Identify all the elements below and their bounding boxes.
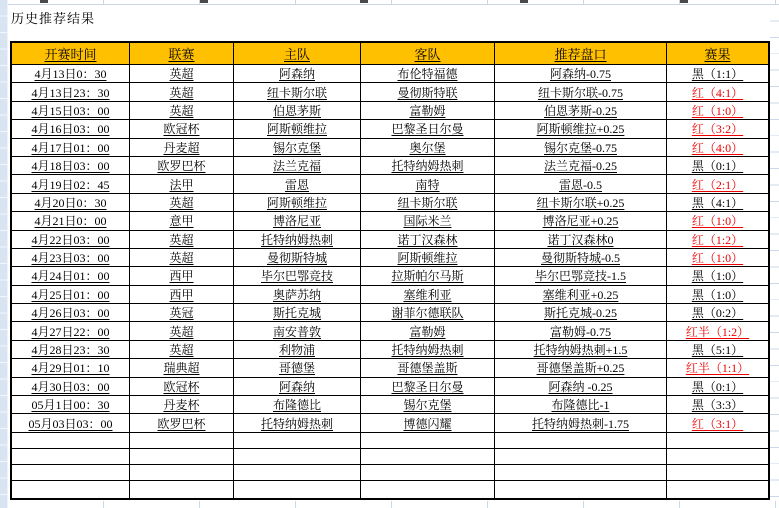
cell-time[interactable]: 4月15日03：00 xyxy=(12,102,130,119)
cell-away[interactable]: 曼彻斯特联 xyxy=(361,83,495,100)
empty-cell[interactable] xyxy=(361,465,495,480)
cell-away[interactable]: 布伦特福德 xyxy=(361,65,495,82)
empty-cell[interactable] xyxy=(234,449,361,464)
cell-time[interactable]: 4月23日03：00 xyxy=(12,249,130,266)
table-row xyxy=(12,341,768,359)
empty-cell[interactable] xyxy=(12,433,130,448)
table-row xyxy=(12,65,768,83)
cell-handicap[interactable]: 斯托克城-0.25 xyxy=(495,304,667,321)
empty-cell[interactable] xyxy=(361,481,495,497)
cell-handicap[interactable]: 雷恩-0.5 xyxy=(495,175,667,192)
cell-home[interactable]: 哥德堡 xyxy=(234,359,361,376)
cell-time[interactable]: 4月18日03：00 xyxy=(12,157,130,174)
empty-cell[interactable] xyxy=(361,449,495,464)
cell-time[interactable]: 4月17日01：00 xyxy=(12,139,130,156)
cell-time[interactable]: 4月29日01：10 xyxy=(12,359,130,376)
header-away[interactable]: 客队 xyxy=(361,43,495,64)
cell-time[interactable]: 05月1日00：30 xyxy=(12,396,130,413)
cell-result[interactable]: 红（3:2） xyxy=(691,122,744,137)
cell-away[interactable]: 诺丁汉森林 xyxy=(361,231,495,248)
clipped-text-artifact xyxy=(520,0,528,3)
cell-handicap[interactable]: 锡尔克堡-0.75 xyxy=(495,139,667,156)
table-row xyxy=(12,231,768,249)
cell-league[interactable]: 英超 xyxy=(130,231,234,248)
cell-league[interactable]: 英超 xyxy=(130,65,234,82)
cell-league[interactable]: 英超 xyxy=(130,83,234,100)
empty-cell[interactable] xyxy=(130,481,234,497)
cell-result[interactable]: 红（1:0） xyxy=(691,214,744,229)
cell-handicap[interactable]: 毕尔巴鄂竞技-1.5 xyxy=(495,267,667,284)
cell-home[interactable]: 伯恩茅斯 xyxy=(234,102,361,119)
clipped-text-artifact xyxy=(40,0,48,3)
header-time[interactable]: 开赛时间 xyxy=(12,43,130,64)
cell-time[interactable]: 4月20日0：30 xyxy=(12,194,130,211)
cell-home[interactable]: 斯托克城 xyxy=(234,304,361,321)
cell-away[interactable]: 奥尔堡 xyxy=(361,139,495,156)
empty-cell[interactable] xyxy=(495,465,667,480)
table-row xyxy=(12,304,768,322)
clipped-text-artifact xyxy=(200,0,208,3)
cell-handicap[interactable]: 阿斯顿维拉+0.25 xyxy=(495,120,667,137)
cell-home[interactable]: 博洛尼亚 xyxy=(234,212,361,229)
cell-league[interactable]: 丹麦杯 xyxy=(130,396,234,413)
cell-league[interactable]: 欧罗巴杯 xyxy=(130,414,234,431)
cell-time[interactable]: 4月13日23：30 xyxy=(12,83,130,100)
cell-home[interactable]: 阿森纳 xyxy=(234,378,361,395)
empty-cell[interactable] xyxy=(130,465,234,480)
empty-cell[interactable] xyxy=(234,465,361,480)
adjacent-column-sliver xyxy=(0,0,8,508)
cell-result[interactable]: 红（1:0） xyxy=(691,251,744,266)
empty-cell[interactable] xyxy=(667,465,768,480)
cell-league[interactable]: 英超 xyxy=(130,341,234,358)
cell-league[interactable]: 西甲 xyxy=(130,286,234,303)
cell-result[interactable]: 红（3:1） xyxy=(691,416,744,431)
cell-home[interactable]: 利物浦 xyxy=(234,341,361,358)
cell-handicap[interactable]: 诺丁汉森林0 xyxy=(495,231,667,248)
cell-away[interactable]: 南特 xyxy=(361,175,495,192)
table-row xyxy=(12,139,768,157)
empty-cell[interactable] xyxy=(361,433,495,448)
cell-away[interactable]: 拉斯帕尔马斯 xyxy=(361,267,495,284)
cell-handicap[interactable]: 阿森纳 -0.25 xyxy=(495,378,667,395)
cell-home[interactable]: 纽卡斯尔联 xyxy=(234,83,361,100)
cell-handicap[interactable]: 纽卡斯尔联-0.75 xyxy=(495,83,667,100)
table-row xyxy=(12,249,768,267)
empty-cell[interactable] xyxy=(495,481,667,497)
cell-result[interactable]: 红（2:1） xyxy=(691,177,744,192)
cell-home[interactable]: 托特纳姆热刺 xyxy=(234,231,361,248)
results-table xyxy=(10,41,770,500)
cell-home[interactable]: 锡尔克堡 xyxy=(234,139,361,156)
table-row xyxy=(12,378,768,396)
cell-home[interactable]: 托特纳姆热刺 xyxy=(234,414,361,431)
table-row xyxy=(12,267,768,285)
cell-time[interactable]: 4月26日03：00 xyxy=(12,304,130,321)
table-row xyxy=(12,194,768,212)
cell-time[interactable]: 4月19日02：45 xyxy=(12,175,130,192)
cell-result[interactable]: 黑（5:1） xyxy=(691,343,744,358)
cell-result[interactable]: 红（1:0） xyxy=(691,103,744,118)
cell-league[interactable]: 英冠 xyxy=(130,304,234,321)
cell-home[interactable]: 布隆德比 xyxy=(234,396,361,413)
clipped-text-artifact xyxy=(680,0,688,3)
empty-cell[interactable] xyxy=(667,433,768,448)
table-row xyxy=(12,414,768,432)
table-body xyxy=(12,65,768,498)
cell-league[interactable]: 欧冠杯 xyxy=(130,120,234,137)
cell-away[interactable]: 富勒姆 xyxy=(361,322,495,339)
cell-handicap[interactable]: 伯恩茅斯-0.25 xyxy=(495,102,667,119)
cell-result[interactable]: 黑（0:2） xyxy=(691,306,744,321)
empty-table-row xyxy=(12,449,768,465)
cell-time[interactable]: 4月27日22：00 xyxy=(12,322,130,339)
cell-away[interactable]: 锡尔克堡 xyxy=(361,396,495,413)
header-handicap[interactable]: 推荐盘口 xyxy=(495,43,667,64)
cell-away[interactable]: 阿斯顿维拉 xyxy=(361,249,495,266)
cell-result[interactable]: 红（4:0） xyxy=(691,140,744,155)
page-title: 历史推荐结果 xyxy=(11,11,96,26)
cell-home[interactable]: 曼彻斯特城 xyxy=(234,249,361,266)
cell-home[interactable]: 雷恩 xyxy=(234,175,361,192)
cell-handicap[interactable]: 纽卡斯尔联+0.25 xyxy=(495,194,667,211)
cell-league[interactable]: 欧罗巴杯 xyxy=(130,157,234,174)
cell-away[interactable]: 巴黎圣日尔曼 xyxy=(361,120,495,137)
empty-cell[interactable] xyxy=(12,481,130,497)
header-result[interactable]: 赛果 xyxy=(704,47,731,62)
header-home[interactable]: 主队 xyxy=(234,43,361,64)
empty-table-row xyxy=(12,481,768,497)
cell-result[interactable]: 黑（4:1） xyxy=(691,195,744,210)
cell-away[interactable]: 富勒姆 xyxy=(361,102,495,119)
empty-cell[interactable] xyxy=(495,433,667,448)
empty-table-row xyxy=(12,433,768,449)
cell-away[interactable]: 博德闪耀 xyxy=(361,414,495,431)
cell-league[interactable]: 西甲 xyxy=(130,267,234,284)
cell-handicap[interactable]: 法兰克福-0.25 xyxy=(495,157,667,174)
cell-handicap[interactable]: 曼彻斯特城-0.5 xyxy=(495,249,667,266)
cell-away[interactable]: 托特纳姆热刺 xyxy=(361,341,495,358)
table-row xyxy=(12,120,768,138)
table-row xyxy=(12,212,768,230)
cell-league[interactable]: 丹麦超 xyxy=(130,139,234,156)
clipped-text-artifact xyxy=(360,0,368,3)
cell-result[interactable]: 红（4:1） xyxy=(691,85,744,100)
cell-handicap[interactable]: 塞维利亚+0.25 xyxy=(495,286,667,303)
cell-away[interactable]: 托特纳姆热刺 xyxy=(361,157,495,174)
cell-time[interactable]: 4月16日03：00 xyxy=(12,120,130,137)
empty-grid-bottom xyxy=(8,501,779,508)
cell-league[interactable]: 英超 xyxy=(130,194,234,211)
cell-result[interactable]: 黑（0:1） xyxy=(691,379,744,394)
table-row xyxy=(12,396,768,414)
cell-handicap[interactable]: 托特纳姆热刺-1.75 xyxy=(495,414,667,431)
table-row xyxy=(12,359,768,377)
cell-result[interactable]: 黑（3:3） xyxy=(691,398,744,413)
cell-home[interactable]: 南安普敦 xyxy=(234,322,361,339)
cell-away[interactable]: 国际米兰 xyxy=(361,212,495,229)
cell-result[interactable]: 黑（0:1） xyxy=(691,159,744,174)
header-league[interactable]: 联赛 xyxy=(130,43,234,64)
cell-away[interactable]: 巴黎圣日尔曼 xyxy=(361,378,495,395)
cell-time[interactable]: 4月13日0：30 xyxy=(12,65,130,82)
cell-result[interactable]: 黑（1:0） xyxy=(691,269,744,284)
cell-league[interactable]: 英超 xyxy=(130,102,234,119)
cell-handicap[interactable]: 托特纳姆热刺+1.5 xyxy=(495,341,667,358)
cell-handicap[interactable]: 富勒姆-0.75 xyxy=(495,322,667,339)
cell-league[interactable]: 英超 xyxy=(130,249,234,266)
empty-cell[interactable] xyxy=(12,465,130,480)
cell-league[interactable]: 法甲 xyxy=(130,175,234,192)
cell-away[interactable]: 纽卡斯尔联 xyxy=(361,194,495,211)
table-row xyxy=(12,322,768,340)
cell-home[interactable]: 毕尔巴鄂竞技 xyxy=(234,267,361,284)
empty-cell[interactable] xyxy=(495,449,667,464)
empty-cell[interactable] xyxy=(130,449,234,464)
table-header-row xyxy=(12,43,768,65)
cell-league[interactable]: 意甲 xyxy=(130,212,234,229)
cell-result[interactable]: 黑（1:0） xyxy=(691,287,744,302)
cell-league[interactable]: 英超 xyxy=(130,322,234,339)
cell-result[interactable]: 红（1:2） xyxy=(691,232,744,247)
empty-cell[interactable] xyxy=(130,433,234,448)
table-row xyxy=(12,175,768,193)
cell-handicap[interactable]: 阿森纳-0.75 xyxy=(495,65,667,82)
cell-home[interactable]: 奥萨苏纳 xyxy=(234,286,361,303)
cell-time[interactable]: 4月24日01：00 xyxy=(12,267,130,284)
table-row xyxy=(12,286,768,304)
empty-cell[interactable] xyxy=(234,481,361,497)
empty-table-row xyxy=(12,465,768,481)
cell-home[interactable]: 阿斯顿维拉 xyxy=(234,194,361,211)
cell-time[interactable]: 4月30日03：00 xyxy=(12,378,130,395)
cell-handicap[interactable]: 博洛尼亚+0.25 xyxy=(495,212,667,229)
cell-time[interactable]: 05月03日03：00 xyxy=(12,414,130,431)
cell-time[interactable]: 4月28日23：30 xyxy=(12,341,130,358)
empty-cell[interactable] xyxy=(234,433,361,448)
empty-cell[interactable] xyxy=(12,449,130,464)
table-row xyxy=(12,102,768,120)
cell-home[interactable]: 阿森纳 xyxy=(234,65,361,82)
cell-home[interactable]: 阿斯顿维拉 xyxy=(234,120,361,137)
empty-cell[interactable] xyxy=(667,449,768,464)
cell-result[interactable]: 红半（1:1） xyxy=(685,361,750,376)
clipped-row-above xyxy=(8,0,779,5)
cell-handicap[interactable]: 哥德堡盖斯+0.25 xyxy=(495,359,667,376)
cell-time[interactable]: 4月21日0：00 xyxy=(12,212,130,229)
table-row xyxy=(12,157,768,175)
empty-cell[interactable] xyxy=(667,481,768,497)
cell-handicap[interactable]: 布隆德比-1 xyxy=(495,396,667,413)
empty-grid-right xyxy=(770,5,779,508)
cell-result[interactable]: 黑（1:1） xyxy=(691,67,744,82)
cell-league[interactable]: 瑞典超 xyxy=(130,359,234,376)
cell-away[interactable]: 塞维利亚 xyxy=(361,286,495,303)
cell-away[interactable]: 谢菲尔德联队 xyxy=(361,304,495,321)
cell-league[interactable]: 欧冠杯 xyxy=(130,378,234,395)
cell-home[interactable]: 法兰克福 xyxy=(234,157,361,174)
cell-time[interactable]: 4月22日03：00 xyxy=(12,231,130,248)
table-row xyxy=(12,83,768,101)
cell-time[interactable]: 4月25日01：00 xyxy=(12,286,130,303)
cell-away[interactable]: 哥德堡盖斯 xyxy=(361,359,495,376)
cell-result[interactable]: 红半（1:2） xyxy=(685,324,750,339)
